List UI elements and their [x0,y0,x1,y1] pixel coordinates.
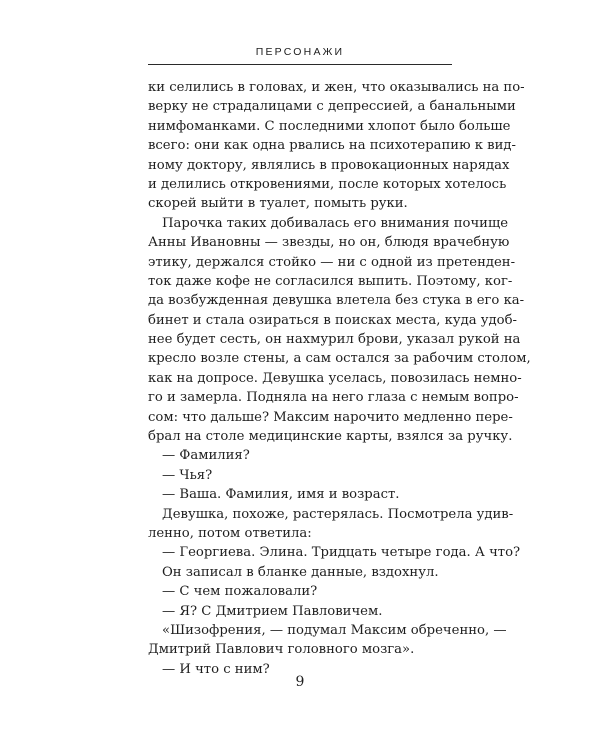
text-line: Девушка, похоже, растерялась. Посмотрела удив- [162,506,514,522]
text-line: — Георгиева. Элина. Тридцать четыре года. А что? [162,545,521,561]
text-line: — Я? С Дмитрием Павловичем. [162,603,383,619]
text-line: Дмитрий Павлович головного мозга». [148,642,415,658]
text-line: го и замерла. Подняла на него глаза с немым вопро- [148,390,519,406]
text-line: кресло возле стены, а сам остался за рабочим столом, [148,351,531,367]
text-line: ленно, потом ответила: [148,525,312,541]
text-line: и делились откровениями, после которых хотелось [148,176,507,192]
text-line: нее будет сесть, он нахмурил брови, указал рукой на [148,332,521,348]
text-line: Парочка таких добивалась его внимания почище [162,215,509,231]
text-line: брал на столе медицинские карты, взялся за ручку. [148,429,513,445]
text-line: этику, держался стойко — ни с одной из претенден- [148,254,516,270]
text-line: ток даже кофе не согласился выпить. Поэтому, ког- [148,273,513,289]
text-line: — Чья? [162,467,213,483]
text-line: скорей выйти в туалет, помыть руки. [148,196,408,212]
text-line: Анны Ивановны — звезды, но он, блюдя врачебную [148,235,510,251]
text-line: как на допросе. Девушка уселась, повозилась немно- [148,370,522,386]
text-line: сом: что дальше? Максим нарочито медленно пере- [148,409,513,425]
body-text [148,78,531,679]
text-line: верку не страдалицами с депрессией, а банальными [148,99,516,115]
page-number: 9 [295,674,305,690]
text-line: всего: они как одна рвались на психотерапию к вид- [148,138,516,154]
text-line: нимфоманками. С последними хлопот было больше [148,118,511,134]
text-line: ному доктору, являлись в провокационных нарядах [148,157,510,173]
text-line: — Фамилия? [162,448,250,464]
text-line: — И что с ним? [162,661,270,677]
text-line: бинет и стала озираться в поисках места, куда удоб- [148,312,517,328]
text-line: Он записал в бланке данные, вздохнул. [162,564,439,580]
text-line: — С чем пожаловали? [162,584,318,600]
text-line: «Шизофрения, — подумал Максим обреченно, — [162,622,507,638]
text-line: ки селились в головах, и жен, что оказывались на по- [148,80,525,95]
running-header: ПЕРСОНАЖИ [255,46,345,58]
header-rule [148,64,452,65]
text-line: да возбужденная девушка влетела без стука в его ка- [148,293,525,309]
text-line: — Ваша. Фамилия, имя и возраст. [162,487,400,503]
